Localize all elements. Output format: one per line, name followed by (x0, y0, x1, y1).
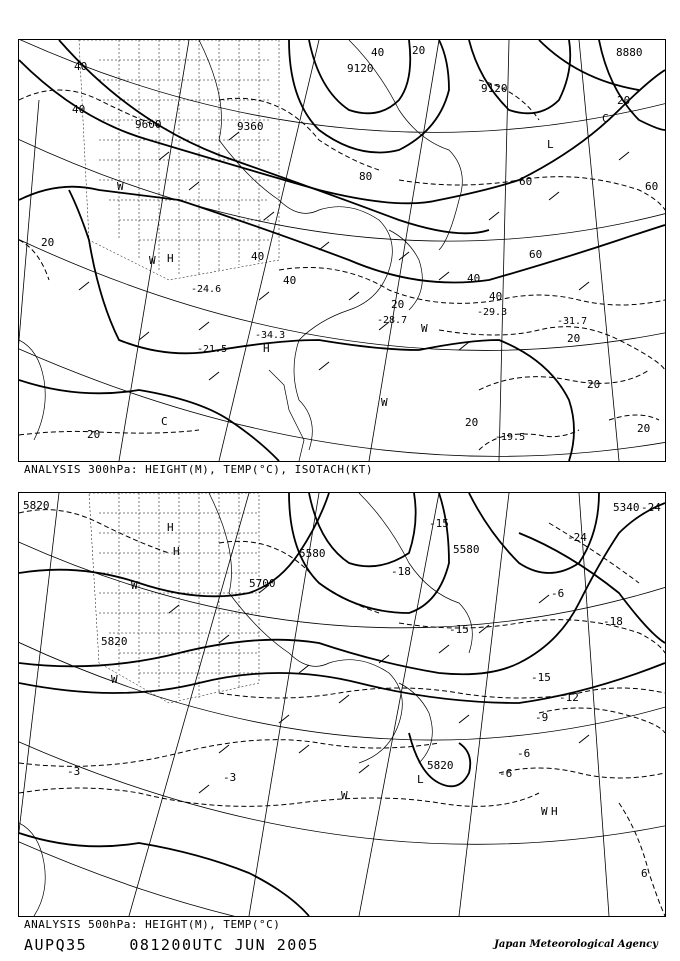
height-label: 9120 (481, 82, 508, 95)
temp-label: -9 (535, 711, 549, 724)
height-contours (19, 40, 665, 461)
warm-mark: W (381, 396, 388, 409)
temp-label: -6 (499, 767, 513, 780)
isotach-label: 20 (41, 236, 55, 249)
temp-label: -28.7 (377, 315, 408, 326)
isotach-label: 60 (519, 175, 533, 188)
isotach-label: 20 (87, 428, 101, 441)
height-label: 5700 (249, 577, 276, 590)
high-mark: H (167, 252, 174, 265)
temperature-labels (191, 284, 587, 443)
isotach-label: 20 (617, 94, 631, 107)
warm-mark: W (149, 254, 156, 267)
temp-label: -24 (641, 501, 661, 514)
isotach-lines (19, 80, 665, 450)
height-label: 5340 (613, 501, 640, 514)
low-mark: L (547, 138, 554, 151)
pressure-marks (117, 112, 609, 428)
isotach-label: 40 (251, 250, 265, 263)
height-label: 5820 (101, 635, 128, 648)
height-label: 5580 (299, 547, 326, 560)
isotach-label: 40 (74, 60, 88, 73)
height-label: 9360 (237, 120, 264, 133)
high-mark: H (173, 545, 180, 558)
product-id: AUPQ35 (24, 936, 88, 954)
hatched-region (79, 40, 279, 280)
pressure-marks (111, 521, 558, 818)
caption-300hpa: ANALYSIS 300hPa: HEIGHT(M), TEMP(°C), ISOTACH(KT) (24, 463, 374, 476)
map-panel-500hpa (18, 492, 666, 917)
isotach-label: 40 (467, 272, 481, 285)
warm-mark: W (131, 579, 138, 592)
height-label: 9120 (347, 62, 374, 75)
temperature-lines (19, 510, 665, 916)
isotach-label: 20 (587, 378, 601, 391)
cold-mark: C (602, 112, 609, 125)
height-label: 8880 (616, 46, 643, 59)
height-label: 9600 (135, 118, 162, 131)
temp-label: -21.5 (197, 344, 228, 355)
product-header (24, 936, 319, 954)
isotach-label: 20 (412, 44, 426, 57)
warm-mark: W (421, 322, 428, 335)
isotach-labels (41, 44, 658, 441)
temp-label: -15 (429, 517, 449, 530)
temp-label: -3 (67, 765, 81, 778)
temp-label: -34.3 (255, 330, 286, 341)
temp-label: 6 (641, 867, 648, 880)
isotach-label: 20 (637, 422, 651, 435)
temp-label: -24.6 (191, 284, 222, 295)
temp-label: -3 (223, 771, 237, 784)
temp-label: -12 (559, 691, 579, 704)
wind-barbs (79, 132, 629, 380)
height-label: 5820 (23, 499, 50, 512)
isotach-label: 20 (567, 332, 581, 345)
map-500hpa (19, 493, 665, 916)
isotach-label: 40 (283, 274, 297, 287)
temp-label: -15 (449, 623, 469, 636)
height-label: 5580 (453, 543, 480, 556)
warm-mark: W (117, 180, 124, 193)
isotach-label: 40 (489, 290, 503, 303)
height-labels (23, 499, 640, 772)
high-mark: H (263, 342, 270, 355)
warm-mark: W (541, 805, 548, 818)
temp-label: -24 (567, 531, 587, 544)
isotach-label: 40 (371, 46, 385, 59)
caption-500hpa: ANALYSIS 500hPa: HEIGHT(M), TEMP(°C) (24, 918, 281, 931)
temp-label: -29.3 (477, 307, 508, 318)
height-label: 5820 (427, 759, 454, 772)
warm-mark: W (111, 673, 118, 686)
temp-label: -15 (531, 671, 551, 684)
isotach-label: 60 (645, 180, 659, 193)
isotach-label: 60 (529, 248, 543, 261)
temp-label: -6 (517, 747, 531, 760)
agency-name: Japan Meteorological Agency (494, 939, 658, 950)
height-contours (19, 493, 665, 916)
temp-label: -31.7 (557, 316, 588, 327)
high-mark: H (167, 521, 174, 534)
cold-mark: C (161, 415, 168, 428)
temp-label: -18 (391, 565, 411, 578)
warm-mark: W (341, 789, 348, 802)
isotach-label: 20 (465, 416, 479, 429)
valid-time: 081200UTC JUN 2005 (129, 936, 319, 954)
low-mark: L (417, 773, 424, 786)
isotach-label: 20 (391, 298, 405, 311)
temp-label: -19.5 (495, 432, 526, 443)
isotach-label: 40 (72, 103, 86, 116)
isotach-label: 80 (359, 170, 373, 183)
high-mark: H (551, 805, 558, 818)
map-300hpa (19, 40, 665, 461)
hatched-region (89, 493, 259, 703)
temp-label: -6 (551, 587, 565, 600)
temp-label: -18 (603, 615, 623, 628)
map-panel-300hpa (18, 39, 666, 462)
